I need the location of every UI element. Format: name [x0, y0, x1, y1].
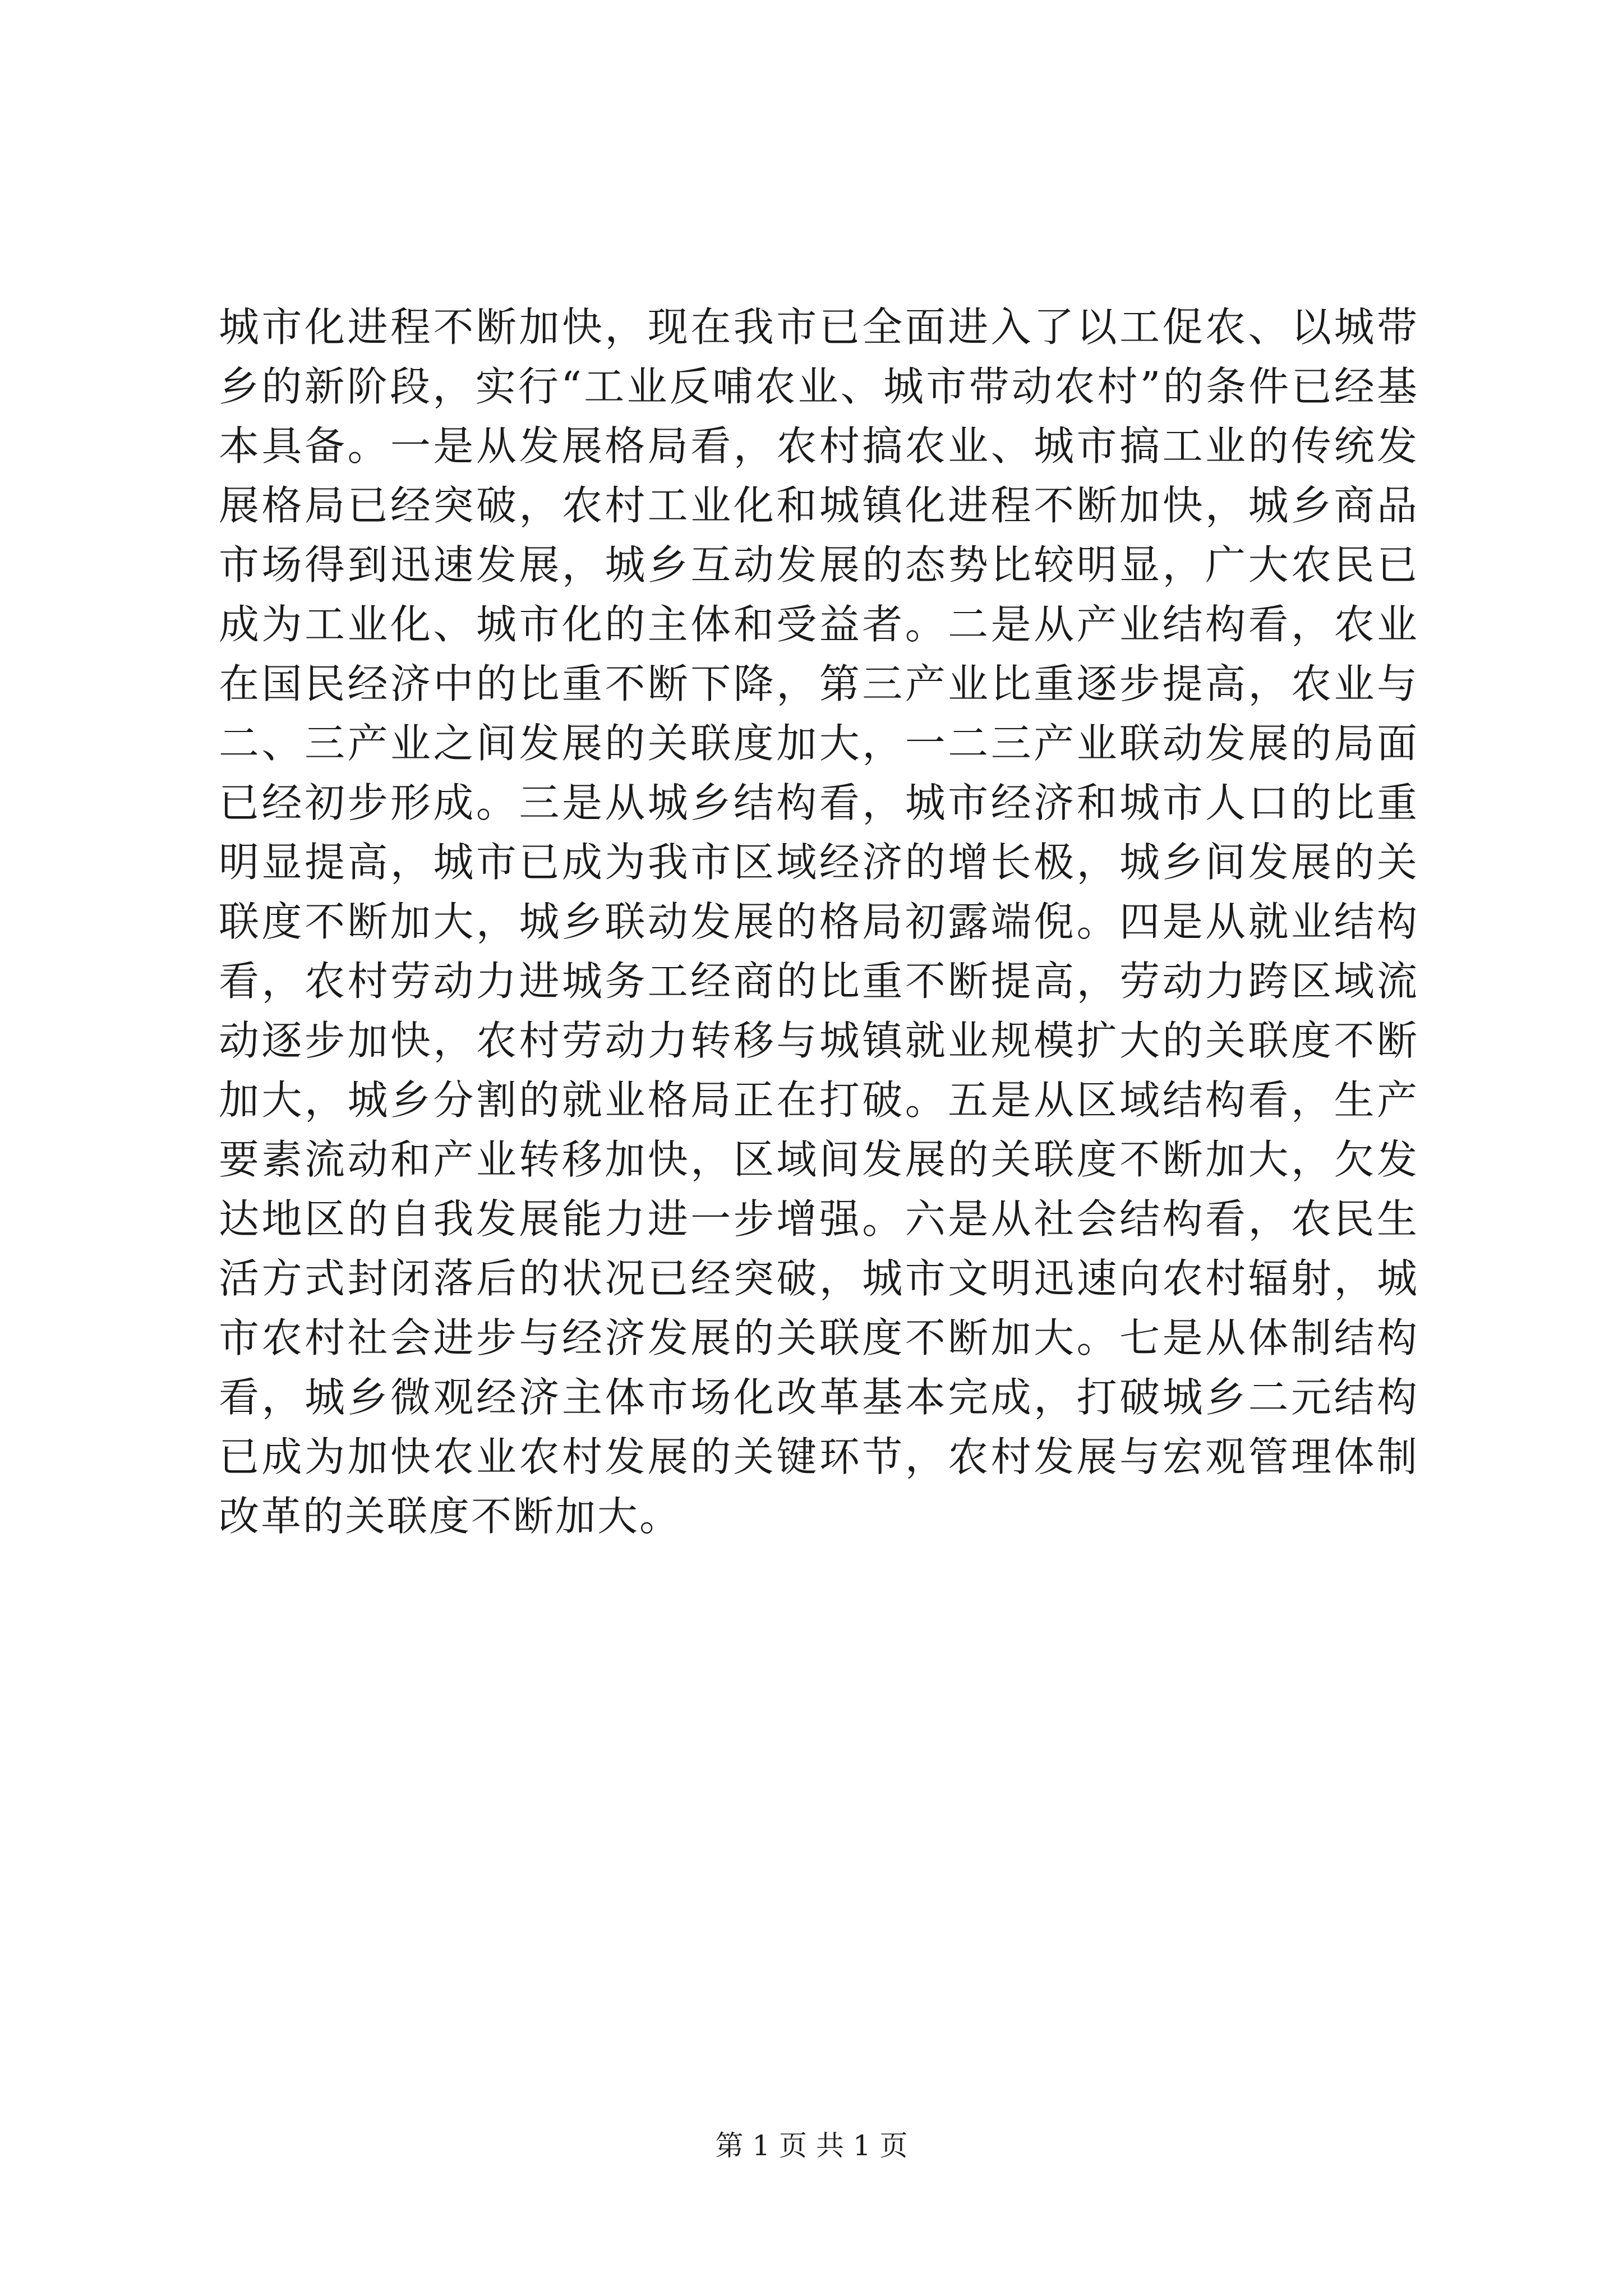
page-footer: 第 1 页 共 1 页: [715, 2129, 908, 2162]
body-paragraph: 城市化进程不断加快，现在我市已全面进入了以工促农、以城带乡的新阶段，实行“工业反哺农业、城市带动农村”的条件已经基本具备。一是从发展格局看，农村搞农业、城市搞工业的传统发展格局已经突破，农村工业化和城镇化进程不断加快，城乡商品市场得到迅速发展，城乡互动发展的态势比较明显，广大农民已成为工业化、城市化的主体和受益者。二是从产业结构看，农业在国民经济中的比重不断下降，第三产业比重逐步提高，农业与二、三产业之间发展的关联度加大，一二三产业联动发展的局面已经初步形成。三是从城乡结构看，城市经济和城市人口的比重明显提高，城市已成为我市区域经济的增长极，城乡间发展的关联度不断加大，城乡联动发展的格局初露端倪。四是从就业结构看，农村劳动力进城务工经商的比重不断提高，劳动力跨区域流动逐步加快，农村劳动力转移与城镇就业规模扩大的关联度不断加大，城乡分割的就业格局正在打破。五是从区域结构看，生产要素流动和产业转移加快，区域间发展的关联度不断加大，欠发达地区的自我发展能力进一步增强。六是从社会结构看，农民生活方式封闭落后的状况已经突破，城市文明迅速向农村辐射，城市农村社会进步与经济发展的关联度不断加大。七是从体制结构看，城乡微观经济主体市场化改革基本完成，打破城乡二元结构已成为加快农业农村发展的关键环节，农村发展与宏观管理体制改革的关联度不断加大。: [219, 303, 1419, 1540]
